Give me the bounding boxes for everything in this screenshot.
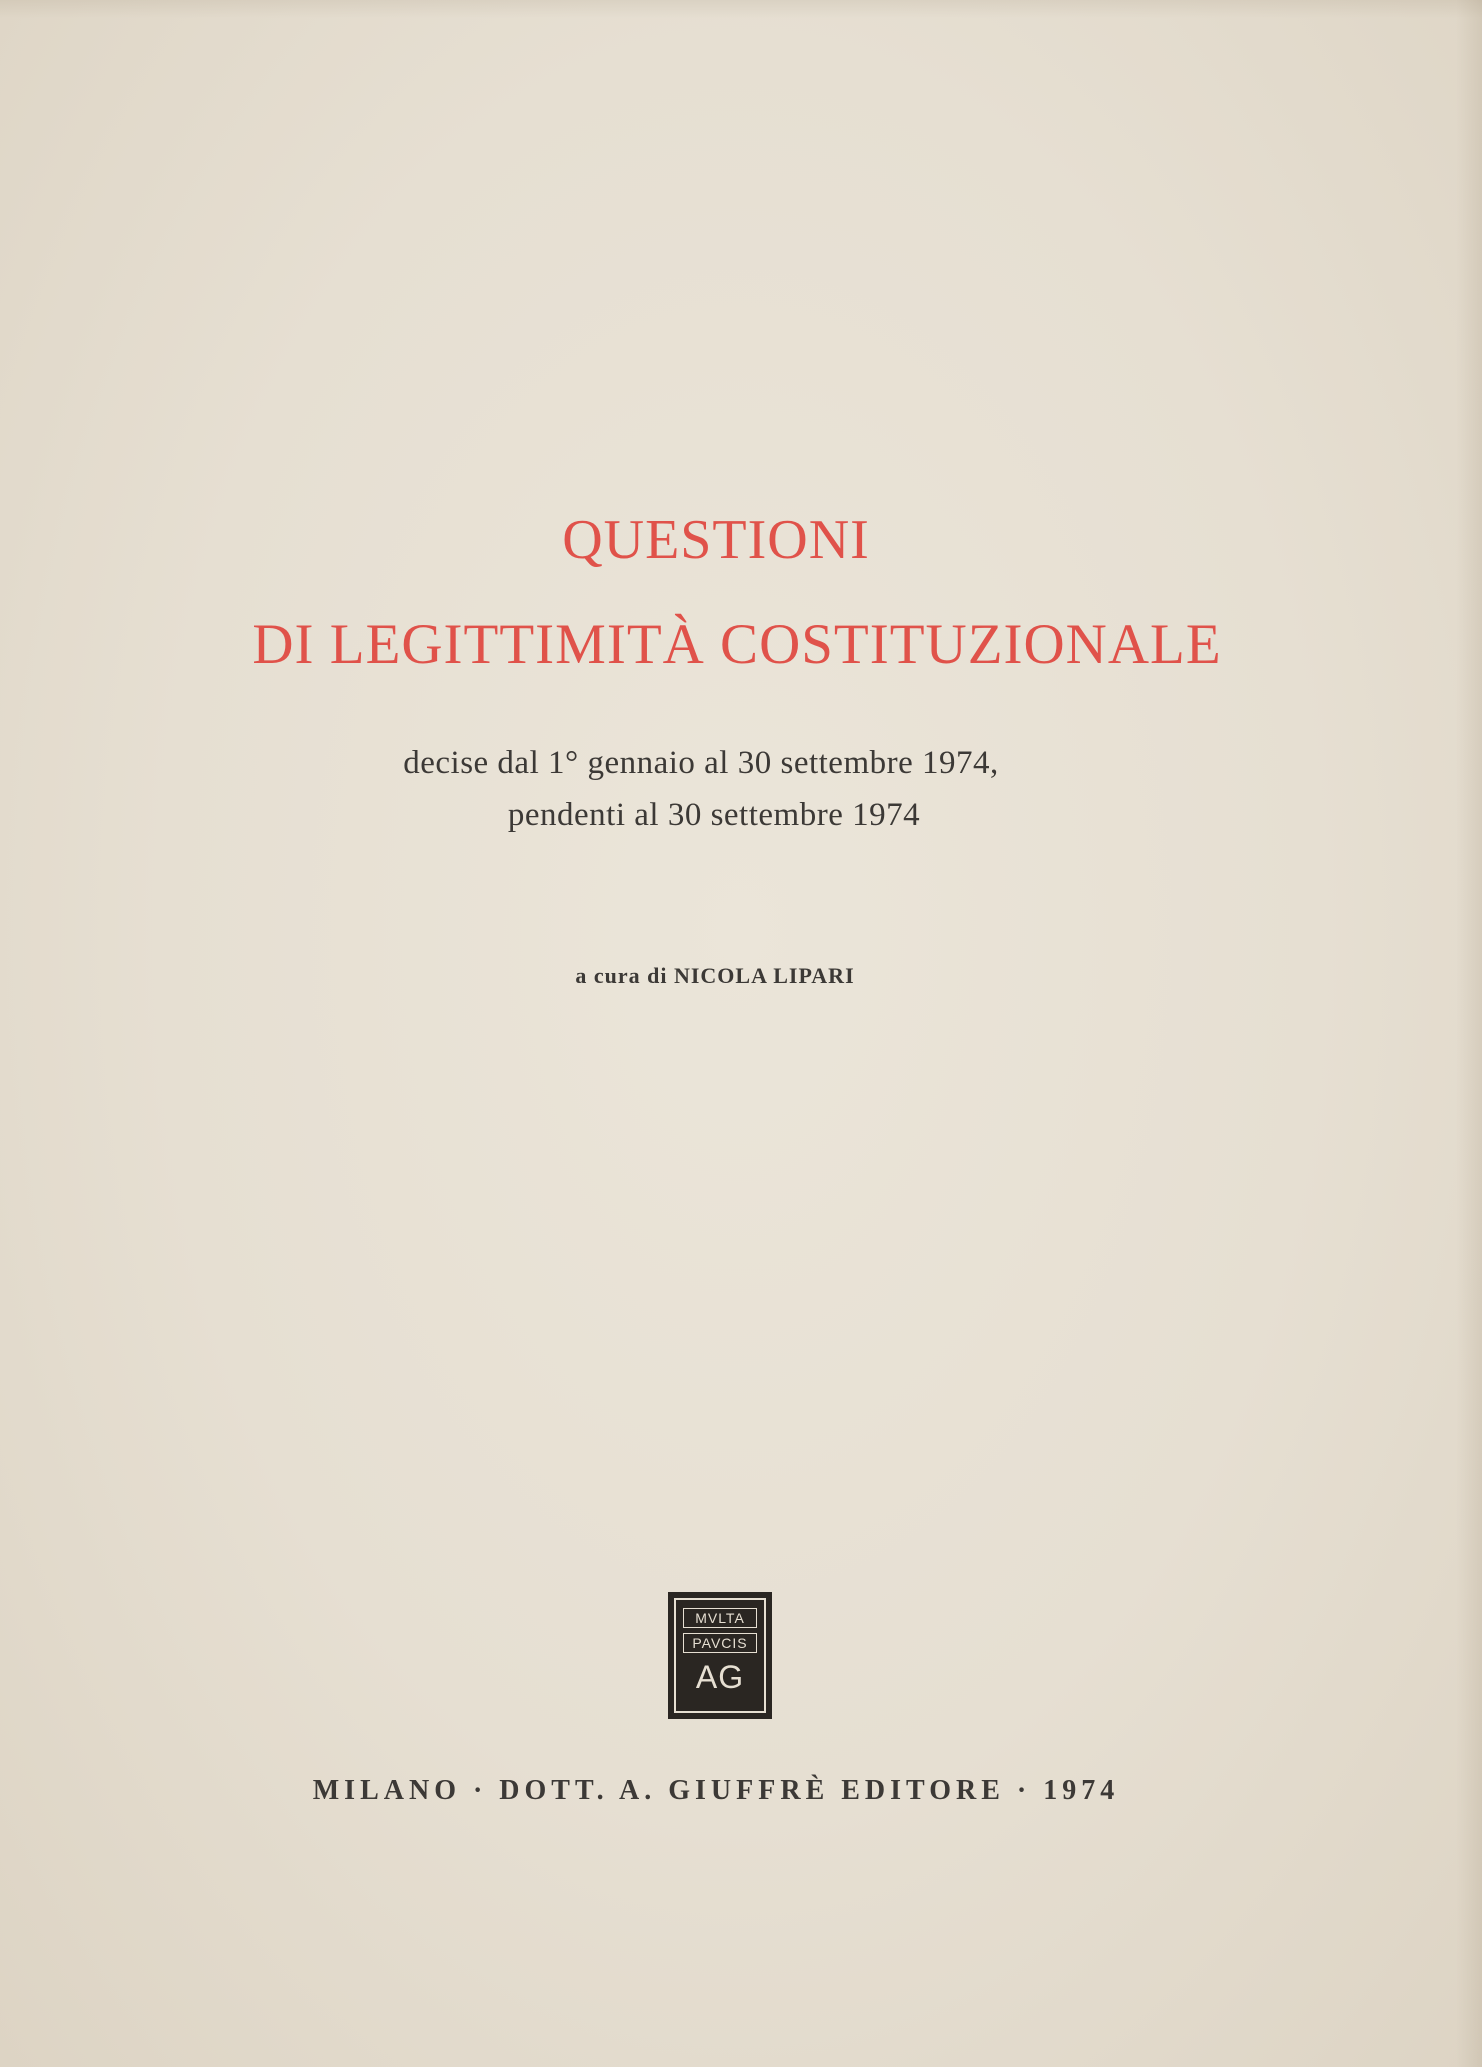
publisher-logo bbox=[668, 1592, 772, 1719]
title-line-2: DI LEGITTIMITÀ COSTITUZIONALE bbox=[252, 613, 1222, 676]
paper-edge-right bbox=[1456, 0, 1482, 2067]
logo-word-1: MVLTA bbox=[683, 1608, 757, 1628]
title-line-1: QUESTIONI bbox=[562, 509, 870, 571]
paper-edge-top bbox=[0, 0, 1482, 18]
subtitle-line-1: decise dal 1° gennaio al 30 settembre 1974, bbox=[403, 745, 999, 781]
subtitle-line-2: pendenti al 30 settembre 1974 bbox=[507, 797, 921, 833]
publisher-imprint: MILANO · DOTT. A. GIUFFRÈ EDITORE · 1974 bbox=[312, 1775, 1120, 1806]
publisher-logo-frame bbox=[674, 1598, 766, 1713]
curator-credit: a cura di NICOLA LIPARI bbox=[575, 963, 855, 988]
logo-word-2: PAVCIS bbox=[683, 1633, 757, 1653]
logo-mark: AG bbox=[695, 1659, 745, 1695]
